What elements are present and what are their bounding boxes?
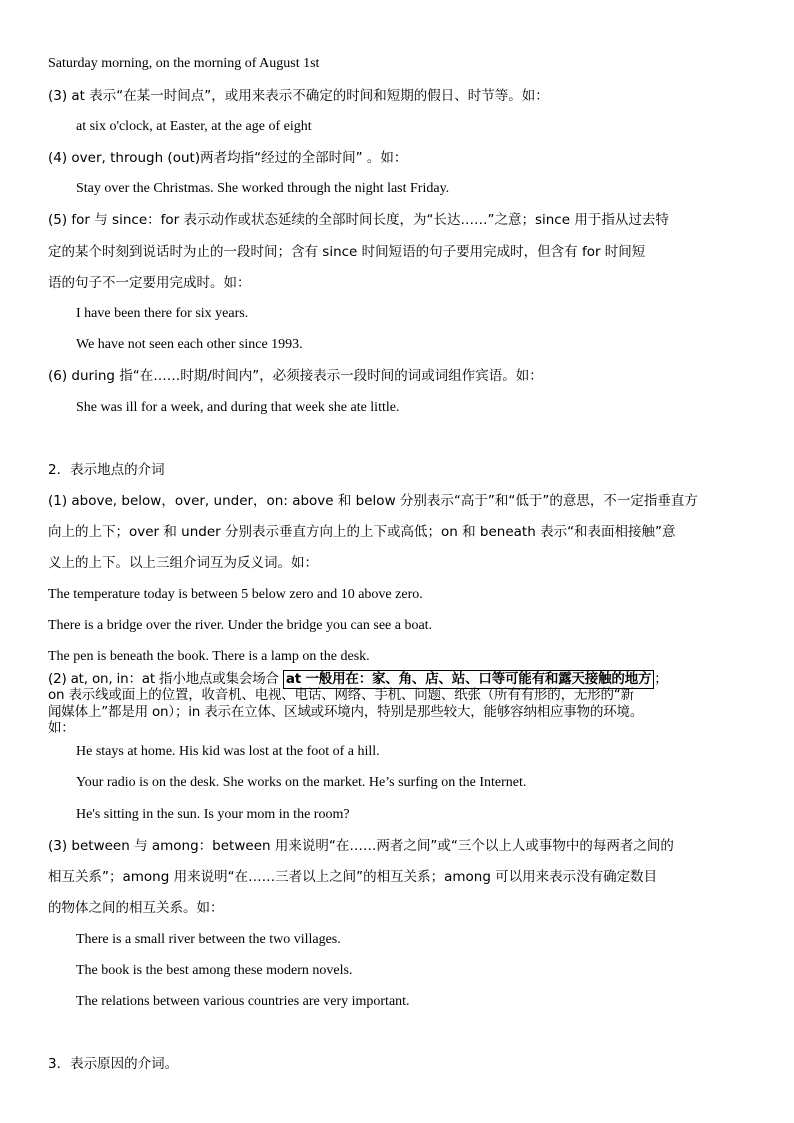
text-line: 相互关系”；among 用来说明“在……三者以上之间”的相互关系；among 可以用来表示没有确定数目: [48, 869, 658, 885]
text-line: (4) over, through (out)两者均指“经过的全部时间” 。如：: [48, 150, 408, 166]
example-line: The relations between various countries are very important.: [76, 994, 410, 1009]
highlight-box: at 一般用在：家、角、店、站、口等可能有和露天接触的地方: [283, 670, 654, 689]
example-line: He's sitting in the sun. Is your mom in the room?: [76, 807, 350, 822]
example-line: Your radio is on the desk. She works on the market. He’s surfing on the Internet.: [76, 775, 527, 790]
text-line: 闻媒体上”都是用 on）；in 表示在立体、区域或环境内，特别是那些较大，能够容纳相应事物的环境。: [48, 704, 644, 720]
example-line: Stay over the Christmas. She worked through the night last Friday.: [76, 181, 450, 196]
example-line: The pen is beneath the book. There is a lamp on the desk.: [48, 649, 370, 664]
text-line: 义上的上下。以上三组介词互为反义词。如：: [48, 555, 318, 571]
example-line: The temperature today is between 5 below zero and 10 above zero.: [48, 587, 423, 602]
text-line: (5) for 与 since：for 表示动作或状态延续的全部时间长度，为“长达……”之意；since 用于指从过去特: [48, 212, 669, 228]
example-line: I have been there for six years.: [76, 306, 249, 321]
text-line: (1) above, below，over, under，on: above 和 below 分别表示“高于”和“低于”的意思，不一定指垂直方: [48, 493, 698, 509]
text-line: 如：: [48, 720, 75, 736]
example-line: The book is the best among these modern novels.: [76, 963, 353, 978]
example-line: He stays at home. His kid was lost at the foot of a hill.: [76, 744, 380, 759]
text-line: (6) during 指“在……时期/时间内”，必须接表示一段时间的词或词组作宾语。如：: [48, 368, 543, 384]
text-line: Saturday morning, on the morning of August 1st: [48, 56, 320, 71]
text-segment: (2) at, on, in：at 指小地点或集会场合: [48, 671, 283, 687]
example-line: There is a small river between the two villages.: [76, 932, 341, 947]
text-line: 定的某个时刻到说话时为止的一段时间；含有 since 时间短语的句子要用完成时，但含有 for 时间短: [48, 244, 646, 260]
example-line: She was ill for a week, and during that week she ate little.: [76, 400, 400, 415]
example-line: We have not seen each other since 1993.: [76, 337, 303, 352]
example-line: There is a bridge over the river. Under the bridge you can see a boat.: [48, 618, 433, 633]
text-line: (3) at 表示“在某一时间点”，或用来表示不确定的时间和短期的假日、时节等。如：: [48, 88, 549, 104]
section-heading: 3．表示原因的介词。: [48, 1056, 179, 1072]
section-heading: 2．表示地点的介词: [48, 462, 165, 478]
text-line: on 表示线或面上的位置，收音机、电视、电话、网络、手机、问题、纸张（所有有形的，无形的“新: [48, 687, 634, 703]
text-line: (3) between 与 among：between 用来说明“在……两者之间”或“三个以上人或事物中的每两者之间的: [48, 838, 674, 854]
text-line: 的物体之间的相互关系。如：: [48, 900, 224, 916]
text-segment: ；: [654, 671, 668, 687]
text-line: 语的句子不一定要用完成时。如：: [48, 275, 251, 291]
example-line: at six o'clock, at Easter, at the age of eight: [76, 119, 312, 134]
text-line: 向上的上下；over 和 under 分别表示垂直方向上的上下或高低；on 和 beneath 表示“和表面相接触”意: [48, 524, 676, 540]
